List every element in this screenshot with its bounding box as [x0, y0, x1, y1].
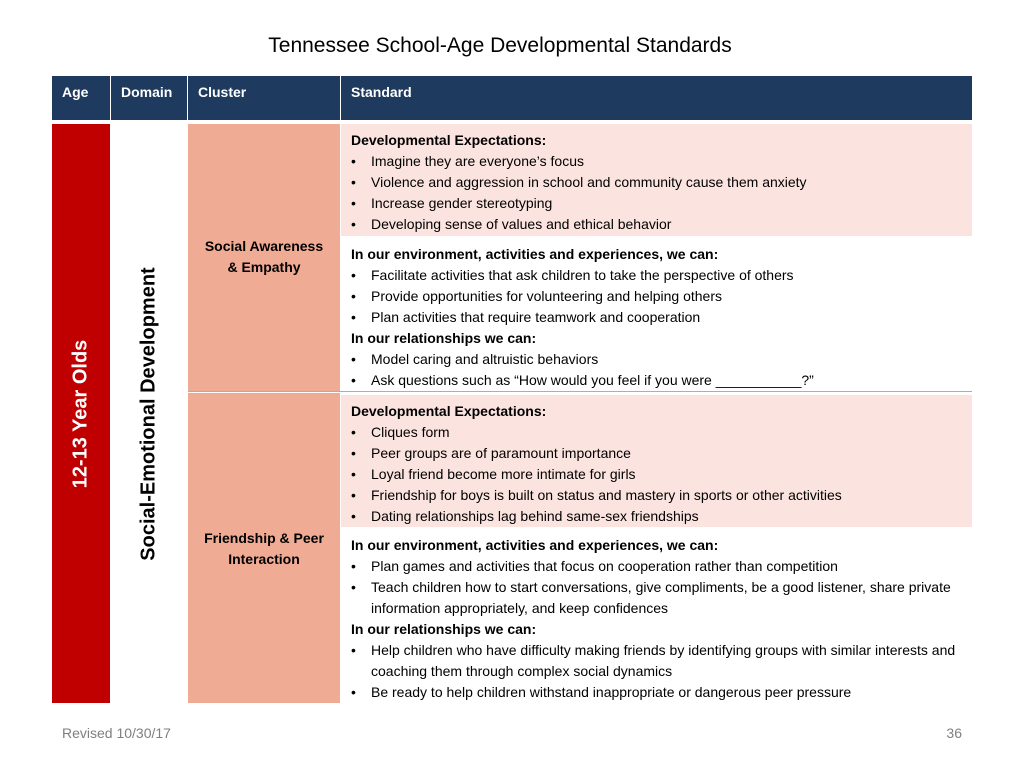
- cluster-label: [188, 236, 340, 278]
- list-item: • Loyal friend become more intimate for girls: [351, 464, 962, 485]
- list-item: • Peer groups are of paramount importance: [351, 443, 962, 464]
- environment-list: [351, 556, 962, 619]
- header-cluster: Cluster: [188, 76, 340, 120]
- revised-date: Revised 10/30/17: [62, 725, 171, 741]
- list-item: • Facilitate activities that ask children to take the perspective of others: [351, 265, 962, 286]
- page-number: 36: [946, 725, 962, 741]
- list-item: • Friendship for boys is built on status and mastery in sports or other activities: [351, 485, 962, 506]
- strategies-block: [341, 238, 972, 391]
- cluster-label-line: Social Awareness: [204, 238, 324, 254]
- list-item: • Ask questions such as “How would you feel if you were ___________?”: [351, 370, 962, 391]
- relationships-list: [351, 640, 962, 703]
- list-item: • Be ready to help children withstand inappropriate or dangerous peer pressure: [351, 682, 962, 703]
- expectations-heading: Developmental Expectations:: [351, 132, 547, 148]
- list-item: • Provide opportunities for volunteering and helping others: [351, 286, 962, 307]
- cluster-label-line: Interaction: [228, 551, 300, 567]
- cluster-label: [188, 528, 340, 570]
- list-item: • Cliques form: [351, 422, 962, 443]
- cluster-label-line: Friendship & Peer: [204, 530, 324, 546]
- expectations-list: [351, 422, 962, 527]
- list-item: • Violence and aggression in school and community cause them anxiety: [351, 172, 962, 193]
- expectations-list: [351, 151, 962, 235]
- list-item: • Increase gender stereotyping: [351, 193, 962, 214]
- header-domain: Domain: [111, 76, 187, 120]
- age-column: [52, 124, 110, 703]
- list-item: • Plan activities that require teamwork and cooperation: [351, 307, 962, 328]
- expectations-block: [341, 124, 972, 236]
- cluster-friendship: [188, 393, 340, 703]
- relationships-heading: In our relationships we can:: [351, 330, 537, 346]
- age-label: 12-13 Year Olds: [69, 339, 92, 488]
- list-item: • Help children who have difficulty making friends by identifying groups with similar interests and coaching them through complex social dynamics: [351, 640, 962, 682]
- expectations-block: [341, 395, 972, 527]
- relationships-heading: In our relationships we can:: [351, 621, 537, 637]
- domain-column: [111, 124, 187, 703]
- domain-label: Social-Emotional Development: [137, 266, 160, 561]
- header-standard: Standard: [341, 76, 972, 120]
- cluster-label-line: & Empathy: [227, 259, 301, 275]
- strategies-block: [341, 529, 972, 703]
- list-item: • Plan games and activities that focus on cooperation rather than competition: [351, 556, 962, 577]
- list-item: • Imagine they are everyone’s focus: [351, 151, 962, 172]
- page-title: Tennessee School-Age Developmental Standards: [268, 34, 732, 57]
- environment-heading: In our environment, activities and experiences, we can:: [351, 246, 719, 262]
- list-item: • Developing sense of values and ethical behavior: [351, 214, 962, 235]
- list-item: • Teach children how to start conversations, give compliments, be a good listener, share private information appropriately, and keep confidences: [351, 577, 962, 619]
- row-divider: [188, 391, 972, 392]
- list-item: • Dating relationships lag behind same-sex friendships: [351, 506, 962, 527]
- relationships-list: [351, 349, 962, 391]
- cluster-social-awareness: [188, 124, 340, 391]
- header-age: Age: [52, 76, 110, 120]
- environment-list: [351, 265, 962, 328]
- expectations-heading: Developmental Expectations:: [351, 403, 547, 419]
- list-item: • Model caring and altruistic behaviors: [351, 349, 962, 370]
- environment-heading: In our environment, activities and experiences, we can:: [351, 537, 719, 553]
